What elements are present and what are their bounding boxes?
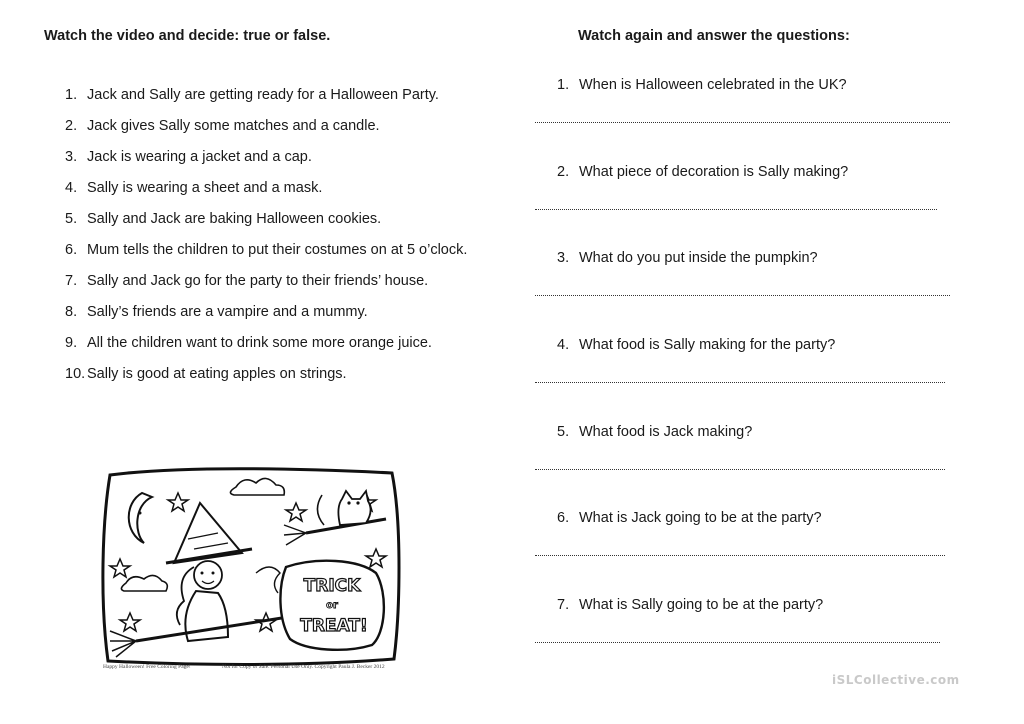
question-item: 4. What food is Sally making for the party? — [533, 334, 953, 421]
statement-item: 9. All the children want to drink some more orange juice. — [65, 335, 432, 351]
sign-text-trick: TRICK — [303, 576, 361, 596]
questions-heading: Watch again and answer the questions: — [578, 28, 850, 44]
statement-item: 6. Mum tells the children to put their costumes on at 5 o’clock. — [65, 242, 468, 258]
questions-list — [533, 74, 953, 681]
illustration-copyright: Not for Copy or Sale. Personal Use Only. Copyright Paula J. Becker 2012 — [222, 664, 385, 670]
answer-line[interactable] — [535, 382, 945, 383]
answer-line[interactable] — [535, 469, 945, 470]
question-item: 3. What do you put inside the pumpkin? — [533, 247, 953, 334]
statement-item: 1. Jack and Sally are getting ready for a Halloween Party. — [65, 87, 439, 103]
statement-item: 8. Sally’s friends are a vampire and a mummy. — [65, 304, 368, 320]
illustration-caption: Happy Halloween! Free Coloring Page! — [103, 664, 191, 670]
statement-item: 7. Sally and Jack go for the party to their friends’ house. — [65, 273, 429, 289]
statement-item: 4. Sally is wearing a sheet and a mask. — [65, 180, 323, 196]
sign-text-or: or — [326, 600, 338, 611]
trick-or-treat-sign — [280, 561, 383, 650]
answer-line[interactable] — [535, 555, 945, 556]
question-item: 2. What piece of decoration is Sally making? — [533, 161, 953, 248]
watermark: iSLCollective.com — [832, 673, 960, 687]
statement-item: 2. Jack gives Sally some matches and a candle. — [65, 118, 380, 134]
question-item: 1. When is Halloween celebrated in the UK? — [533, 74, 953, 161]
statement-item: 10. Sally is good at eating apples on strings. — [65, 366, 347, 382]
answer-line[interactable] — [535, 642, 940, 643]
question-item: 5. What food is Jack making? — [533, 421, 953, 508]
halloween-witch-illustration — [96, 463, 406, 669]
statement-item: 3. Jack is wearing a jacket and a cap. — [65, 149, 312, 165]
true-false-heading: Watch the video and decide: true or false. — [44, 28, 331, 44]
answer-line[interactable] — [535, 295, 950, 296]
witch-face — [194, 561, 222, 589]
answer-line[interactable] — [535, 122, 950, 123]
statement-item: 5. Sally and Jack are baking Halloween cookies. — [65, 211, 382, 227]
true-false-list — [38, 80, 488, 390]
question-item: 7. What is Sally going to be at the party? — [533, 594, 953, 681]
answer-line[interactable] — [535, 209, 937, 210]
question-item: 6. What is Jack going to be at the party? — [533, 507, 953, 594]
sign-text-treat: TREAT! — [300, 616, 368, 636]
